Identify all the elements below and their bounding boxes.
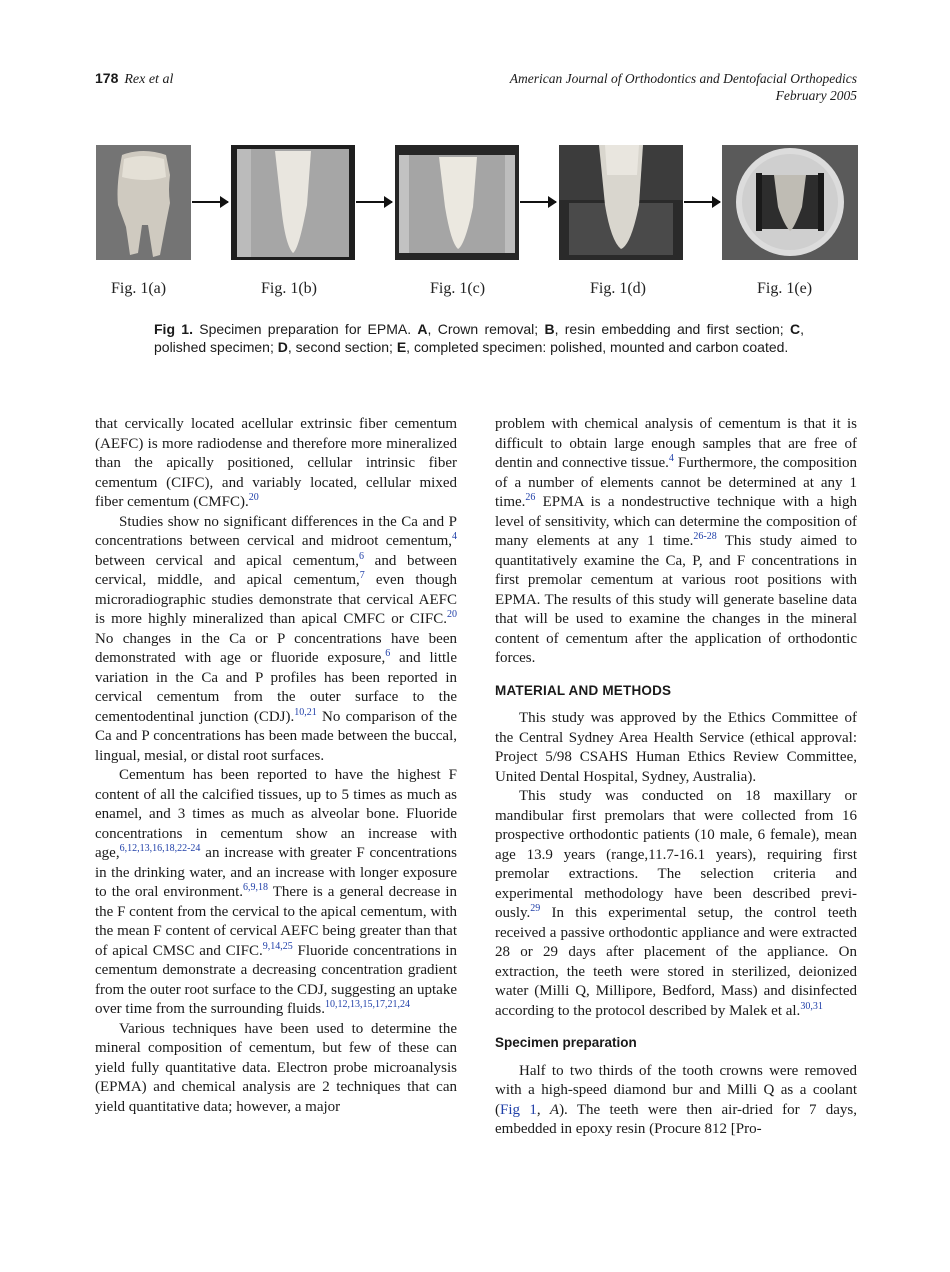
arrow-d-to-e	[684, 201, 720, 203]
arrow-a-to-b	[192, 201, 228, 203]
citation-link[interactable]: 6	[358, 550, 364, 562]
paragraph: problem with chemical analysis of cementum is that it is difficult to obtain large enough samples that are free of dentin and connective tissue.$^4$ Furthermore, the composition of a number of elements cannot be determined at any 1 time.$^{26}$ EPMA is a nondestructive technique with a high level of sensitivity, which can determine the composition of many elements at any 1 time.$^{26-28}$ This study aimed to quantitatively examine the Ca, P, and F concentrations in first premolar cementum at various root positions with EPMA. The results of this study will generate baseline data that will be used to examine the changes in the mineral content of cementum after the application of orthodontic forces.	[495, 416, 857, 666]
figure-label-c: Fig. 1(c)	[430, 280, 486, 297]
caption-key-e: E	[396, 339, 407, 355]
caption-text-b: , resin embedding and first section;	[554, 321, 790, 337]
caption-key-b: B	[544, 321, 555, 337]
figure-panel-e-completed-specimen-photo	[722, 145, 858, 260]
caption-text-c: , polished specimen;	[154, 321, 805, 355]
caption-key-a: A	[417, 321, 428, 337]
figure-label-e: Fig. 1(e)	[757, 280, 813, 297]
caption-text-d: , second section;	[287, 339, 397, 355]
citation-link[interactable]: 6,12,13,16,18,22-24	[119, 843, 201, 854]
citation-link[interactable]: 30,31	[800, 1000, 823, 1012]
caption-intro: Specimen preparation for EPMA.	[199, 321, 412, 337]
figure-link[interactable]: Fig 1	[500, 1101, 537, 1118]
citation-link[interactable]: 6,9,18	[242, 882, 268, 893]
citation-link[interactable]: 20	[447, 609, 457, 620]
citation-link[interactable]: 6	[385, 648, 391, 659]
paragraph: Studies show no significant differences in the Ca and P concentrations between cervical and midroot cementum,$^4$ between cervical and apical cementum,$^6$ and between cervical, middle, and apical cementum,$^7$ even though microradiographic studies demonstrate that cervical AEFC is more highly mineralized than apical CMFC or CIFC.$^{20}$ No changes in the Ca or P concentrations have been demonstrated with age or fluoride exposure,$^6$ and little variation in the Ca and P profiles has been reported in cervical cementum from the outer surface to the cementodentinal junction (CDJ).$^{10,21}$ No comparison of the Ca and P concentrations has been made between the buccal, lingual, mesial, or distal root surfaces.	[95, 513, 458, 764]
arrow-b-to-c	[356, 201, 392, 203]
journal-title: American Journal of Orthodontics and Dentofacial Orthopedics	[509, 71, 857, 86]
left-text-column	[95, 415, 457, 1117]
running-authors: Rex et al	[124, 72, 174, 87]
citation-link[interactable]: 10,21	[294, 706, 317, 718]
figure-label-a: Fig. 1(a)	[111, 280, 167, 297]
figure-panel-a-tooth-photo	[96, 145, 191, 260]
citation-link[interactable]: 26-28	[693, 531, 717, 542]
caption-key-c: C	[790, 321, 801, 337]
citation-link[interactable]: 26	[525, 492, 536, 503]
citation-link[interactable]: 29	[530, 903, 541, 914]
paragraph: This study was approved by the Ethics Committee of the Central Sydney Area Health Service (ethical approval: Project 5/98 CSAHS Human Ethics Review Committee, United Dental Hospital, Sydney, Australia).	[495, 710, 857, 785]
right-text-column	[495, 415, 857, 1140]
citation-link[interactable]: 4	[668, 453, 674, 464]
subsection-heading-specimen: Specimen preparation	[495, 1035, 637, 1050]
issue-date: February 2005	[775, 88, 857, 103]
paragraph: Various techniques have been used to determine the mineral composition of cementum, but few of these can yield fully quantitative data. Electron probe microanalysis (EPMA) and chemical analysis are 2 techniques that can yield quantitative data; however, a major	[95, 1020, 457, 1115]
caption-label: Fig 1.	[154, 321, 193, 337]
figure-label-d: Fig. 1(d)	[590, 280, 646, 297]
figure-label-b: Fig. 1(b)	[261, 280, 317, 297]
paragraph: that cervically located acellular extrinsic fiber cementum (AEFC) is more radiodense and therefore more mineralized than the apically positioned, cellular intrinsic fiber cementum (CIFC), and variably located, cellular mixed fiber cementum (CMFC).$^{20}$	[95, 416, 457, 510]
citation-link[interactable]: 20	[248, 492, 259, 503]
citation-link[interactable]: 4	[452, 531, 457, 542]
paragraph: Cementum has been reported to have the highest F content of all the calcified tissues, up to 5 times as much as enamel, and 3 times as much as alveolar bone. Fluoride concentrations in cementum show an increase with age,$^{6,12,13,16,18,22-24}$ an increase with greater F concentrations in the drinking water, and an increase with longer exposure to the oral environment.$^{6,9,18}$ There is a general decrease in the F content from the cervical to the apical cementum, with the mean F content of cervical AEFC being greater than that of apical CMSC and CIFC.$^{9,14,25}$ Fluoride concentrations in cementum demonstrate a decreasing concentration gradient from the outer root surface to the CDJ, suggesting an uptake over time from the surrounding fluids.$^{10,12,13,15,17,21,24}$	[95, 767, 457, 1017]
paragraph: This study was conducted on 18 maxillary or mandibular first premolars that were collected from 16 prospective orthodontic patients (10 male, 6 female), mean age 13.9 years (range,11.7-16.1 years), requiring first premolar extractions. The selection criteria and experimental methodology have been described previously.$^{29}$ In this experimental setup, the control teeth received a passive orthodontic appliance and were extracted 28 or 29 days after placement of the appliance. On extraction, the teeth were stored in sterilized, deionized water (Milli Q, Millipore, Bedford, Mass) and disinfected according to the protocol described by Malek et al.$^{30,31}$	[495, 788, 857, 1019]
figure-panel-b-resin-embedding-photo	[231, 145, 355, 260]
section-heading-methods: MATERIAL AND METHODS	[495, 682, 672, 698]
running-header-right	[457, 70, 857, 104]
citation-link[interactable]: 10,12,13,15,17,21,24	[324, 999, 410, 1010]
figure-panel-d-second-section-photo	[559, 145, 683, 260]
figure-caption	[154, 320, 804, 356]
citation-link[interactable]: 7	[359, 570, 365, 581]
figure-panel-c-polished-specimen-photo	[395, 145, 519, 260]
figure-panel-ref: A	[549, 1101, 560, 1118]
figure-1-panels	[96, 145, 858, 260]
citation-link[interactable]: 9,14,25	[262, 940, 293, 952]
running-header-left	[95, 70, 173, 88]
caption-text-e: , completed specimen: polished, mounted and carbon coated.	[406, 339, 789, 355]
paragraph: Half to two thirds of the tooth crowns were removed with a high-speed diamond bur and Milli Q as a coolant (Fig 1, A). The teeth were then air-dried for 7 days, embedded in epoxy resin (Procure 812 [Pro-	[495, 1062, 858, 1137]
caption-text-a: , Crown removal;	[427, 321, 545, 337]
arrow-c-to-d	[520, 201, 556, 203]
page-number: 178	[95, 70, 119, 86]
caption-key-d: D	[277, 339, 288, 355]
